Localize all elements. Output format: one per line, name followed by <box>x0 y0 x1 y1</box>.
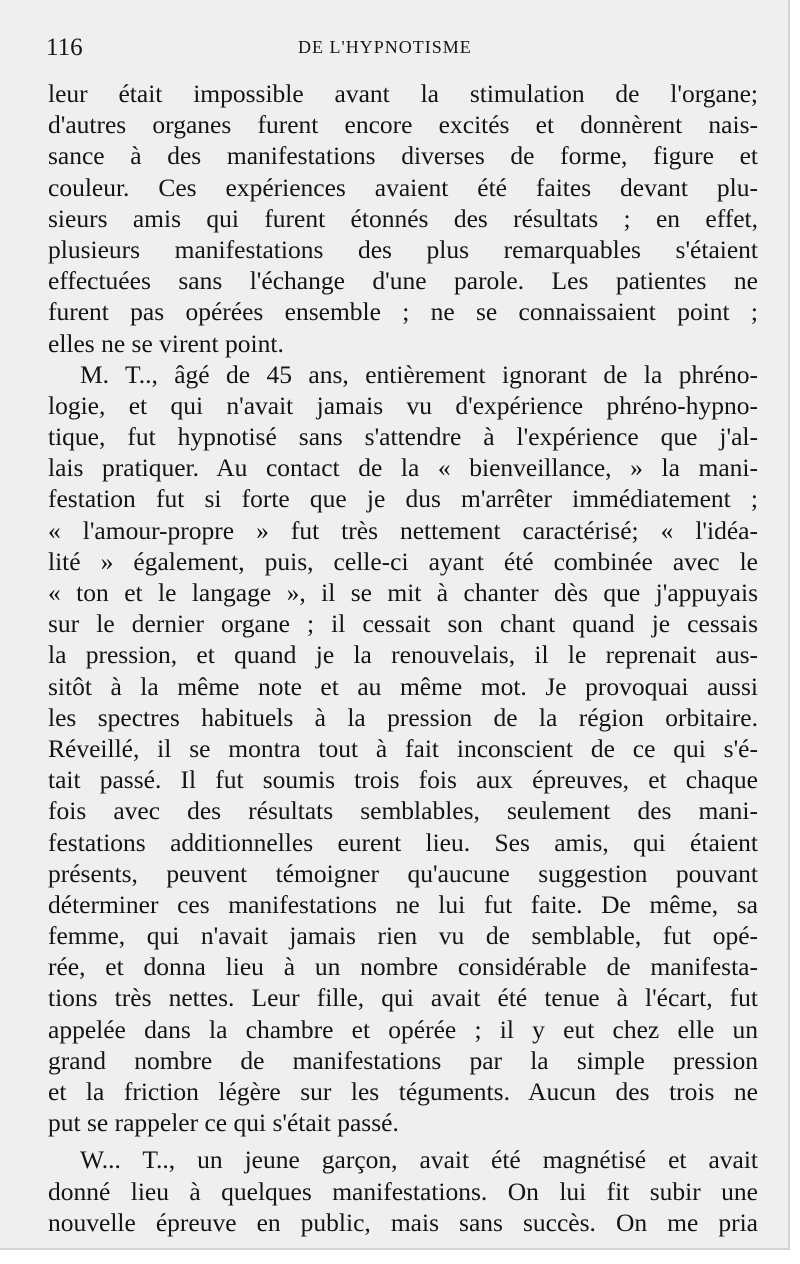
text-line: Réveillé, il se montra tout à fait inconscient de ce qui s'é- <box>48 733 758 763</box>
running-title: DE L'HYPNOTISME <box>298 37 472 57</box>
text-line: grand nombre de manifestations par la simple pression <box>48 1045 758 1075</box>
text-line: put se rappeler ce qui s'était passé. <box>48 1108 399 1138</box>
text-line: festation fut si forte que je dus m'arrêter immédiatement ; <box>48 484 758 514</box>
text-line: « l'amour-propre » fut très nettement caractérisé; « l'idéa- <box>48 515 758 545</box>
text-line: la pression, et quand je la renouvelais, il le reprenait aus- <box>48 640 758 670</box>
body-text <box>48 78 758 1238</box>
text-line: nouvelle épreuve en public, mais sans succès. On me pria <box>48 1207 758 1237</box>
text-line: femme, qui n'avait jamais rien vu de semblable, fut opé- <box>48 921 758 951</box>
text-line: M. T.., âgé de 45 ans, entièrement ignorant de la phréno- <box>80 359 758 389</box>
page-number: 116 <box>46 34 83 61</box>
text-line: furent pas opérées ensemble ; ne se connaissaient point ; <box>48 297 758 327</box>
text-line: tique, fut hypnotisé sans s'attendre à l'expérience que j'al- <box>48 422 758 452</box>
text-line: W... T.., un jeune garçon, avait été magnétisé et avait <box>80 1145 758 1175</box>
text-line: donné lieu à quelques manifestations. On lui fit subir une <box>48 1176 758 1206</box>
text-line: les spectres habituels à la pression de la région orbitaire. <box>48 702 758 732</box>
text-line: festations additionnelles eurent lieu. Ses amis, qui étaient <box>48 827 758 857</box>
text-line: déterminer ces manifestations ne lui fut faite. De même, sa <box>48 889 758 919</box>
text-line: tait passé. Il fut soumis trois fois aux épreuves, et chaque <box>48 765 758 795</box>
text-line: sieurs amis qui furent étonnés des résultats ; en effet, <box>48 203 758 233</box>
text-line: présents, peuvent témoigner qu'aucune suggestion pouvant <box>48 858 758 888</box>
text-line: d'autres organes furent encore excités et donnèrent nais- <box>48 110 758 140</box>
text-line: couleur. Ces expériences avaient été faites devant plu- <box>48 172 758 202</box>
text-line: lité » également, puis, celle-ci ayant été combinée avec le <box>48 546 758 576</box>
text-line: elles ne se virent point. <box>48 328 284 358</box>
text-line: fois avec des résultats semblables, seulement des mani- <box>48 796 758 826</box>
text-line: plusieurs manifestations des plus remarquables s'étaient <box>48 234 758 264</box>
text-line: rée, et donna lieu à un nombre considérable de manifesta- <box>48 952 758 982</box>
text-line: effectuées sans l'échange d'une parole. Les patientes ne <box>48 266 758 296</box>
text-line: logie, et qui n'avait jamais vu d'expérience phréno-hypno- <box>48 390 758 420</box>
text-line: sitôt à la même note et au même mot. Je provoquai aussi <box>48 671 758 701</box>
text-line: sance à des manifestations diverses de forme, figure et <box>48 141 758 171</box>
page-header <box>46 34 758 68</box>
text-line: sur le dernier organe ; il cessait son chant quand je cessais <box>48 609 758 639</box>
text-line: tions très nettes. Leur fille, qui avait été tenue à l'écart, fut <box>48 983 758 1013</box>
text-line: « ton et le langage », il se mit à chanter dès que j'appuyais <box>48 578 758 607</box>
text-line: lais pratiquer. Au contact de la « bienveillance, » la mani- <box>48 453 758 483</box>
text-line: et la friction légère sur les téguments. Aucun des trois ne <box>48 1077 758 1106</box>
text-line: appelée dans la chambre et opérée ; il y eut chez elle un <box>48 1014 758 1044</box>
text-line: leur était impossible avant la stimulation de l'organe; <box>48 79 758 108</box>
